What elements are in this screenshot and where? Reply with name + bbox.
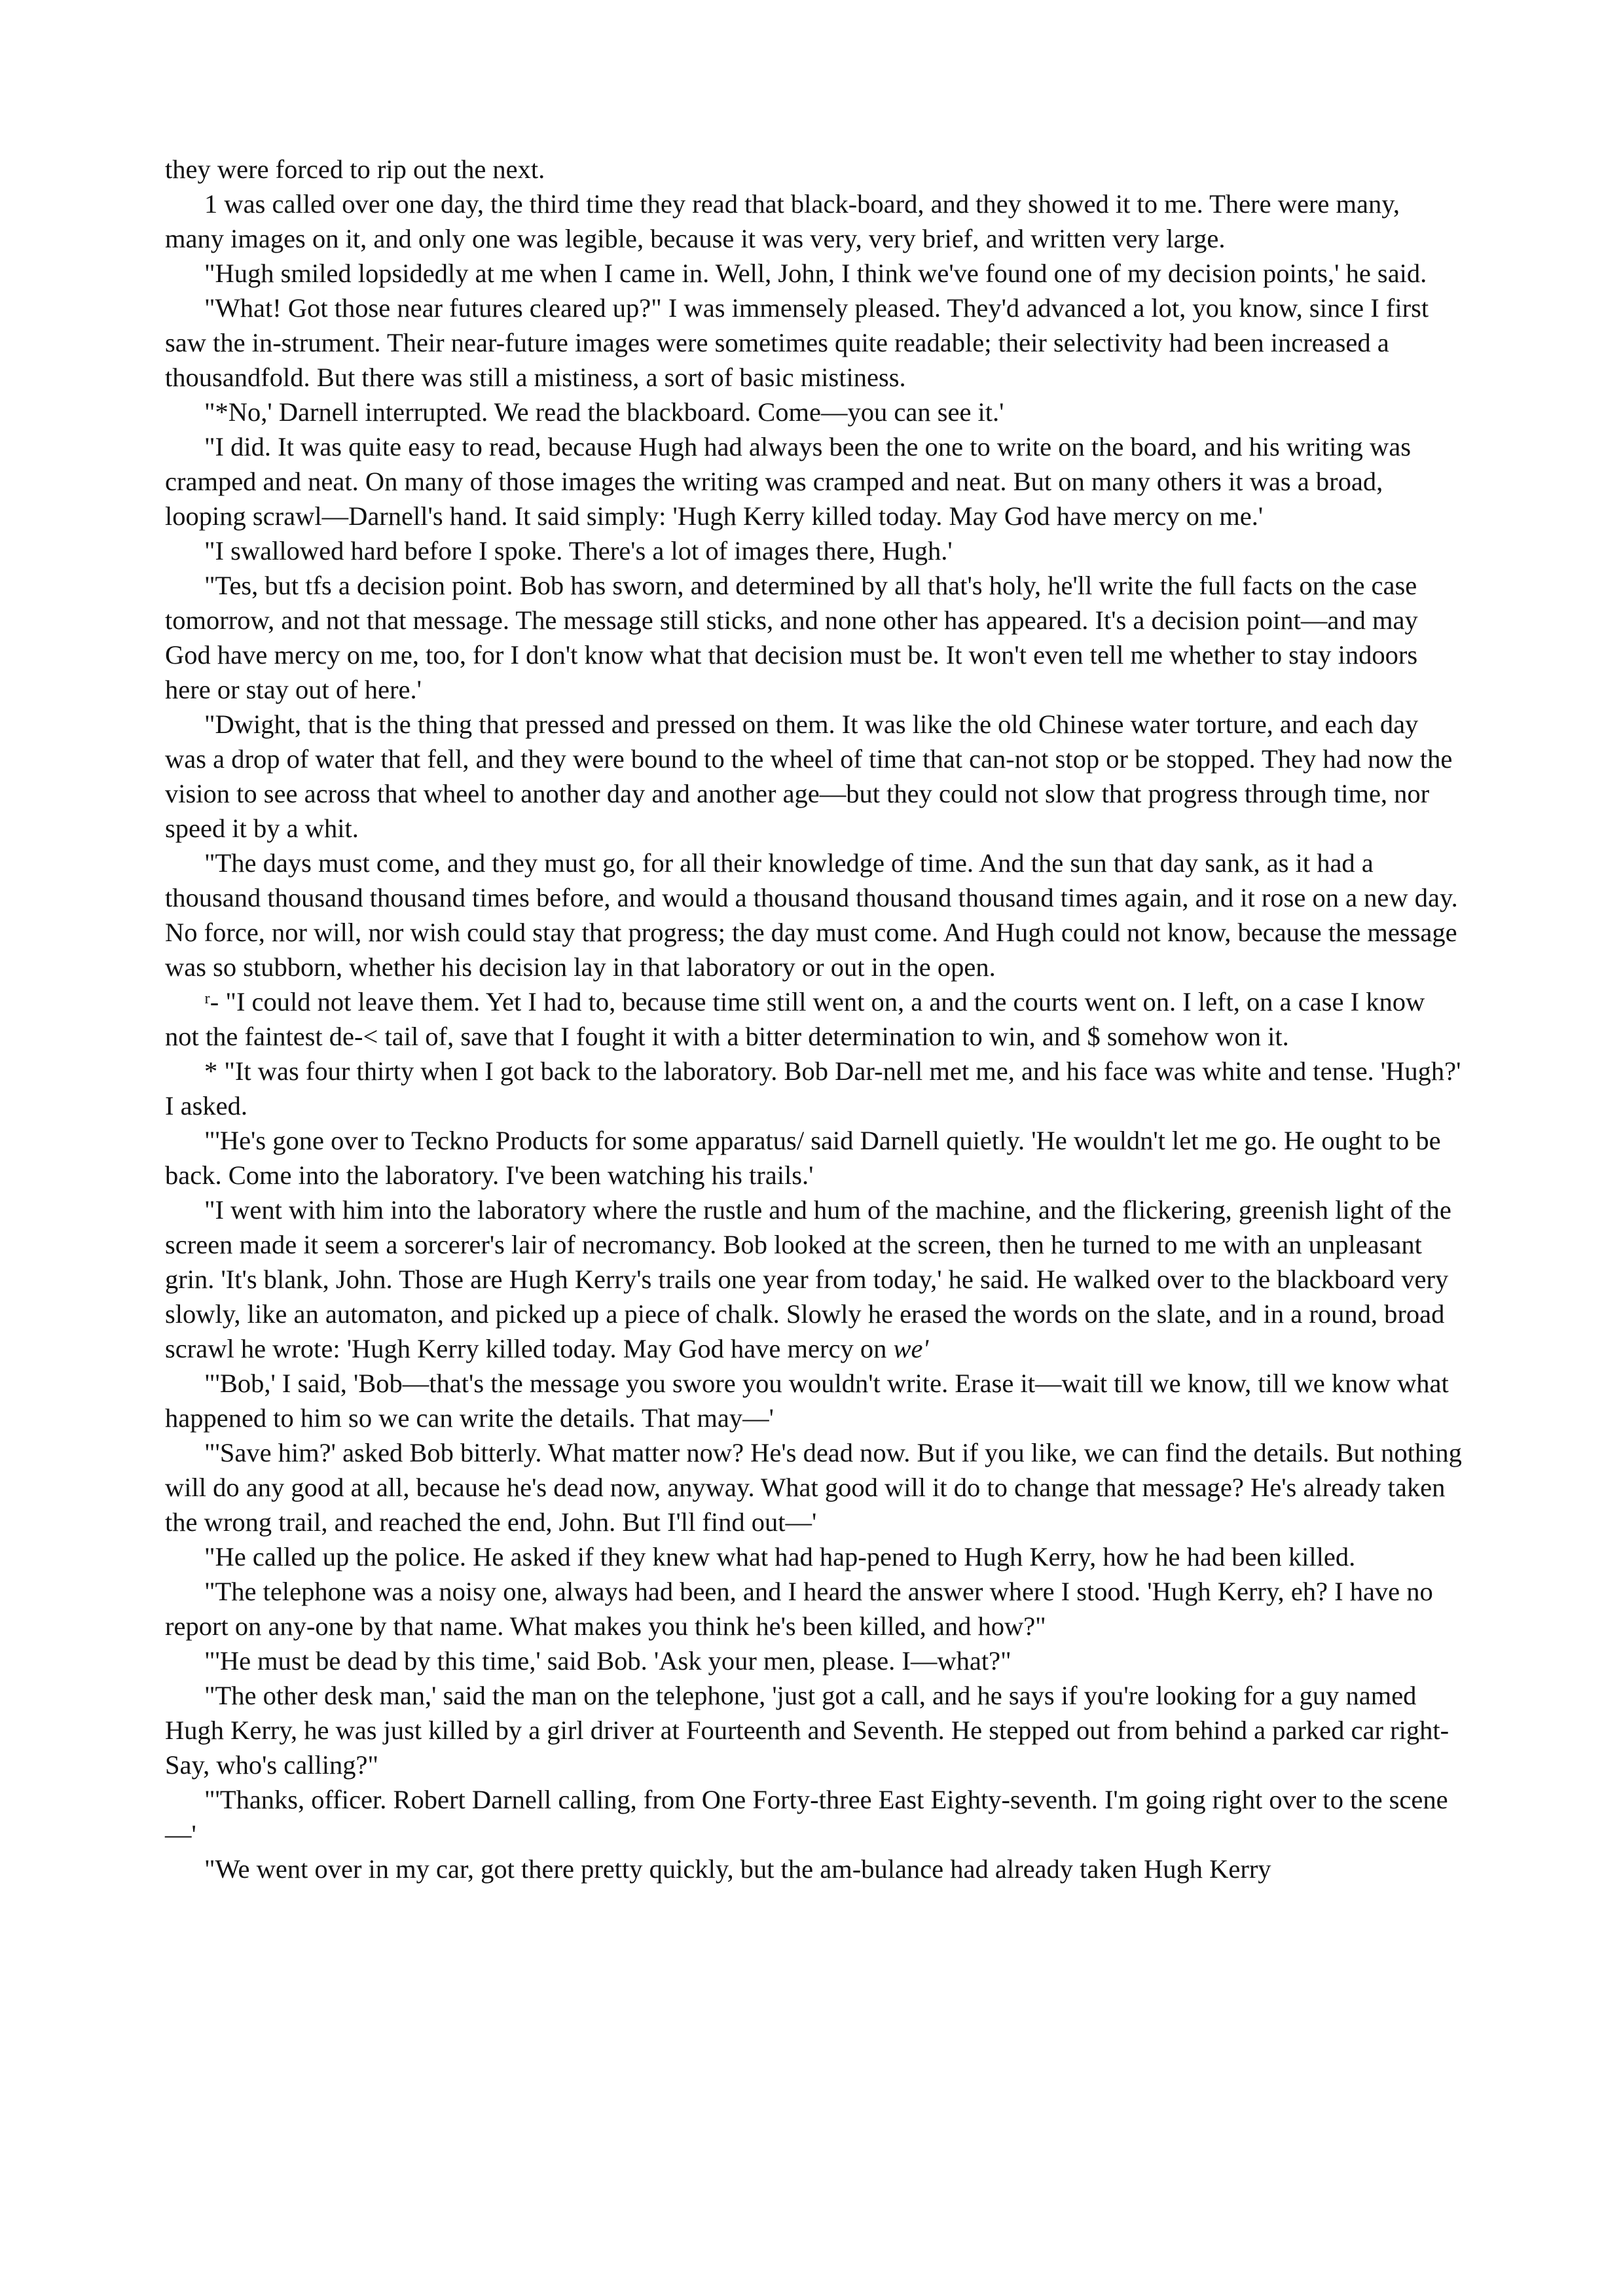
paragraph: "Hugh smiled lopsidedly at me when I came in. Well, John, I think we've found one of my decision points,' he said. [204, 259, 1427, 288]
body-text [165, 152, 1465, 1886]
paragraph [165, 1193, 1465, 1366]
paragraph: * "It was four thirty when I got back to the laboratory. Bob Dar-nell met me, and his face was white and tense. 'Hugh?' I asked. [165, 1056, 1461, 1121]
paragraph: "'Bob,' I said, 'Bob—that's the message you swore you wouldn't write. Erase it—wait till we know, till we know what happened to him so we can write the details. That may—' [165, 1369, 1449, 1433]
paragraph: ʳ- "I could not leave them. Yet I had to, because time still went on, a and the courts went on. I left, on a case I know not the faintest de-< tail of, save that I fought it with a bitter determination to win, and $ somehow won it. [165, 987, 1425, 1051]
paragraph: "I swallowed hard before I spoke. There's a lot of images there, Hugh.' [204, 536, 953, 565]
paragraph: "He called up the police. He asked if they knew what had hap-pened to Hugh Kerry, how he had been killed. [204, 1542, 1356, 1571]
paragraph: "Dwight, that is the thing that pressed and pressed on them. It was like the old Chinese water torture, and each day was a drop of water that fell, and they were bound to the wheel of time that can-not stop or be stopped. They had now the vision to see across that wheel to another day and another age—but they could not slow that progress through time, nor speed it by a whit. [165, 709, 1453, 843]
paragraph: 1 was called over one day, the third time they read that black-board, and they showed it to me. There were many, many images on it, and only one was legible, because it was very, very brief, and written very large. [165, 189, 1400, 253]
paragraph: "What! Got those near futures cleared up?" I was immensely pleased. They'd advanced a lot, you know, since I first saw the in-strument. Their near-future images were sometimes quite readable; their selectivity had been increased a thousandfold. But there was still a mistiness, a sort of basic mistiness. [165, 293, 1429, 392]
paragraph: "'He's gone over to Teckno Products for some apparatus/ said Darnell quietly. 'He wouldn't let me go. He ought to be back. Come into the laboratory. I've been watching his trails.' [165, 1126, 1441, 1190]
paragraph: "'Thanks, officer. Robert Darnell calling, from One Forty-three East Eighty-seventh. I'm going right over to the scene—' [165, 1785, 1448, 1849]
paragraph: "The other desk man,' said the man on the telephone, 'just got a call, and he says if you're looking for a guy named Hugh Kerry, he was just killed by a girl driver at Fourteenth and Seventh. He stepped out from behind a parked car right- Say, who's calling?" [165, 1681, 1450, 1780]
paragraph: "We went over in my car, got there pretty quickly, but the am-bulance had already taken Hugh Kerry [204, 1854, 1271, 1884]
italic-text: we' [893, 1334, 929, 1363]
paragraph: "*No,' Darnell interrupted. We read the blackboard. Come—you can see it.' [204, 397, 1004, 427]
paragraph-text: "I went with him into the laboratory where the rustle and hum of the machine, and the flickering, greenish light of the screen made it seem a sorcerer's lair of necromancy. Bob looked at the screen, then he turned to me with an unpleasant grin. 'It's blank, John. Those are Hugh Kerry's trails one year from today,' he said. He walked over to the blackboard very slowly, like an automaton, and picked up a piece of chalk. Slowly he erased the words on the slate, and in a round, broad scrawl he wrote: 'Hugh Kerry killed today. May God have mercy on [165, 1195, 1451, 1363]
paragraph: "'Save him?' asked Bob bitterly. What matter now? He's dead now. But if you like, we can find the details. But nothing will do any good at all, because he's dead now, anyway. What good will it do to change that message? He's already taken the wrong trail, and reached the end, John. But I'll find out—' [165, 1438, 1462, 1537]
paragraph: they were forced to rip out the next. [165, 154, 545, 184]
paragraph: "The days must come, and they must go, for all their knowledge of time. And the sun that day sank, as it had a thousand thousand thousand times before, and would a thousand thousand thousand times again, and it rose on a new day. No force, nor will, nor wish could stay that progress; the day must come. And Hugh could not know, because the message was so stubborn, whether his decision lay in that laboratory or out in the open. [165, 848, 1458, 982]
paragraph: "The telephone was a noisy one, always had been, and I heard the answer where I stood. 'Hugh Kerry, eh? I have no report on any-one by that name. What makes you think he's been killed, and how?" [165, 1577, 1433, 1641]
paragraph: "Tes, but tfs a decision point. Bob has sworn, and determined by all that's holy, he'll write the full facts on the case tomorrow, and not that message. The message still sticks, and none other has appeared. It's a decision point—and may God have mercy on me, too, for I don't know what that decision must be. It won't even tell me whether to stay indoors here or stay out of here.' [165, 571, 1418, 704]
paragraph: "'He must be dead by this time,' said Bob. 'Ask your men, please. I—what?" [204, 1646, 1012, 1676]
paragraph: "I did. It was quite easy to read, because Hugh had always been the one to write on the board, and his writing was cramped and neat. On many of those images the writing was cramped and neat. But on many others it was a broad, looping scrawl—Darnell's hand. It said simply: 'Hugh Kerry killed today. May God have mercy on me.' [165, 432, 1412, 531]
